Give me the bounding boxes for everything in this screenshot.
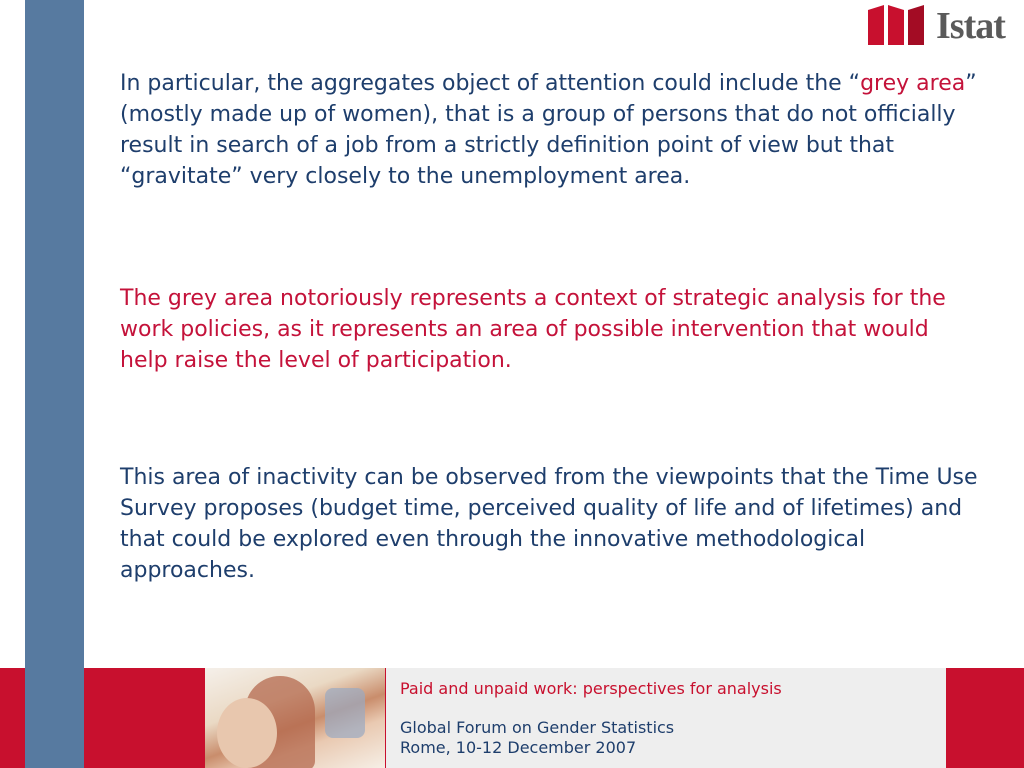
footer-title: Paid and unpaid work: perspectives for analysis bbox=[400, 679, 782, 698]
paragraph-1-text-start: In particular, the aggregates object of attention could include the “ bbox=[120, 71, 861, 96]
footer-photo bbox=[205, 668, 385, 768]
highlight-grey-area: grey area bbox=[860, 71, 966, 96]
left-accent-bar bbox=[25, 0, 84, 768]
paragraph-grey-area-intro bbox=[120, 68, 980, 192]
photo-vase-shape bbox=[325, 688, 365, 738]
photo-child-shape bbox=[217, 698, 277, 768]
footer-event-name: Global Forum on Gender Statistics bbox=[400, 718, 675, 737]
paragraph-1-text-end: ” (mostly made up of women), that is a group of persons that do not officially result in search of a job from a strictly definition point of view but that “gravitate” very closely to the unemployment area. bbox=[120, 71, 977, 189]
istat-logo-icon bbox=[866, 4, 930, 48]
istat-logo bbox=[866, 4, 1016, 48]
logo-wordmark: Istat bbox=[936, 5, 1005, 47]
footer-left-accent bbox=[25, 668, 84, 768]
footer-title-panel bbox=[386, 668, 946, 768]
paragraph-inactivity-viewpoints: This area of inactivity can be observed from the viewpoints that the Time Use Survey proposes (budget time, perceived quality of life and of lifetimes) and that could be explored even through the innovative methodological approaches. bbox=[120, 465, 978, 583]
paragraph-strategic-analysis: The grey area notoriously represents a context of strategic analysis for the work policies, as it represents an area of possible intervention that would help raise the level of participation. bbox=[120, 286, 946, 373]
footer-event-date: Rome, 10-12 December 2007 bbox=[400, 738, 637, 757]
